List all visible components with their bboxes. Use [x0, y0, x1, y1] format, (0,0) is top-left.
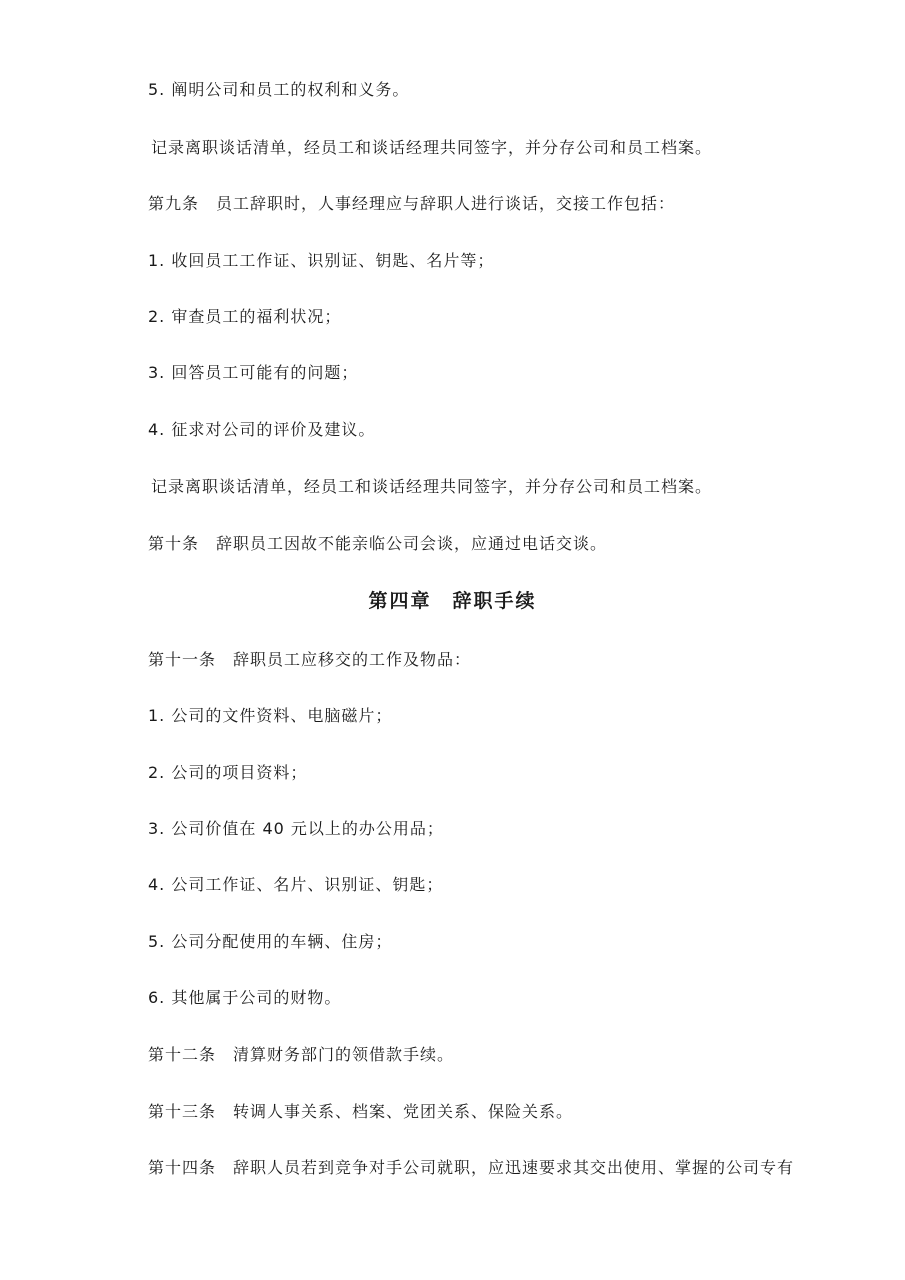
article-14: 第十四条 辞职人员若到竞争对手公司就职，应迅速要求其交出使用、掌握的公司专有	[148, 1158, 795, 1177]
list-item: 4. 公司工作证、名片、识别证、钥匙；	[148, 875, 444, 894]
list-item: 1. 收回员工工作证、识别证、钥匙、名片等；	[148, 251, 495, 270]
list-item: 2. 审查员工的福利状况；	[148, 307, 342, 326]
list-item: 4. 征求对公司的评价及建议。	[148, 420, 376, 439]
list-item: 6. 其他属于公司的财物。	[148, 988, 342, 1007]
paragraph-line: 记录离职谈话清单，经员工和谈话经理共同签字，并分存公司和员工档案。	[151, 138, 713, 157]
article-11: 第十一条 辞职员工应移交的工作及物品：	[148, 650, 472, 669]
article-13: 第十三条 转调人事关系、档案、党团关系、保险关系。	[148, 1102, 574, 1121]
list-item: 3. 回答员工可能有的问题；	[148, 363, 359, 382]
article-9: 第九条 员工辞职时，人事经理应与辞职人进行谈话，交接工作包括：	[148, 194, 676, 213]
chapter-heading: 第四章 辞职手续	[368, 590, 537, 612]
article-12: 第十二条 清算财务部门的领借款手续。	[148, 1045, 455, 1064]
paragraph-line: 记录离职谈话清单，经员工和谈话经理共同签字，并分存公司和员工档案。	[151, 477, 713, 496]
list-item: 1. 公司的文件资料、电脑磁片；	[148, 706, 393, 725]
list-item: 2. 公司的项目资料；	[148, 763, 308, 782]
list-item: 5. 公司分配使用的车辆、住房；	[148, 932, 393, 951]
list-item: 3. 公司价值在 40 元以上的办公用品；	[148, 819, 444, 838]
paragraph-line: 5. 阐明公司和员工的权利和义务。	[148, 80, 410, 99]
article-10: 第十条 辞职员工因故不能亲临公司会谈，应通过电话交谈。	[148, 534, 608, 553]
